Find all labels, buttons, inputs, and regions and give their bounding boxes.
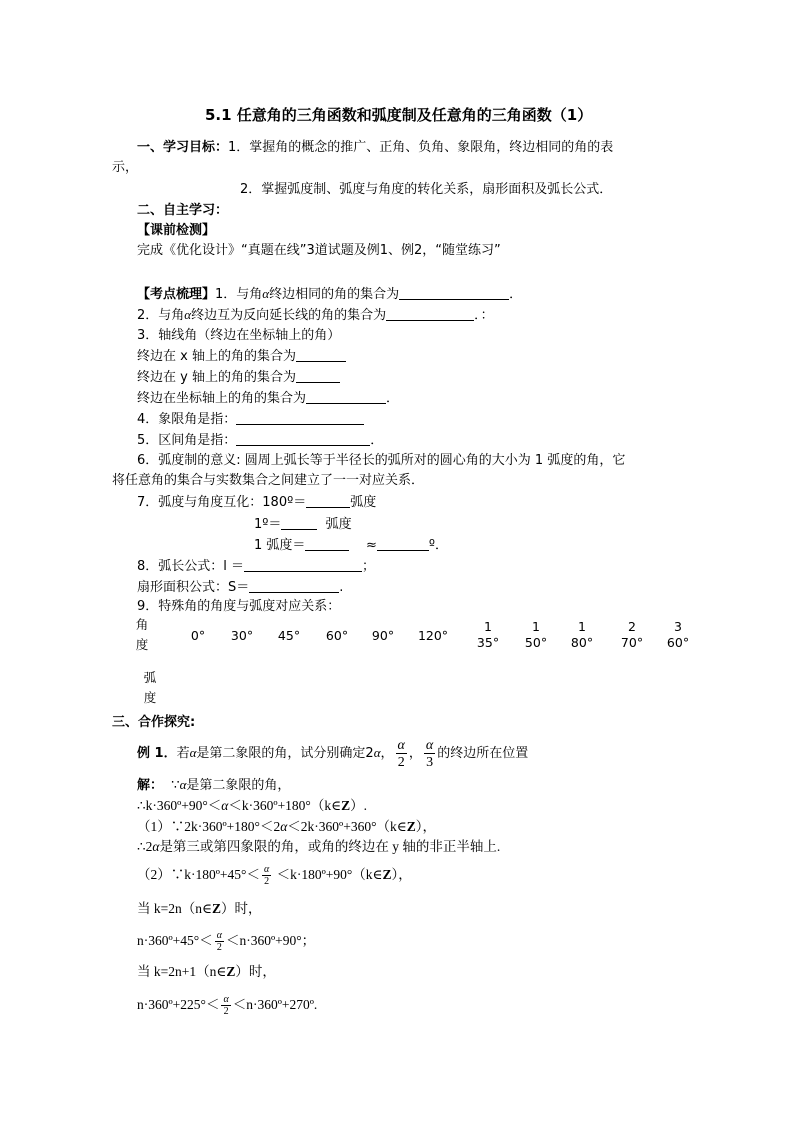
example-1: 例 1．若α是第二象限的角，试分别确定2α， $\frac{\alpha}{2}$ ， $\frac{\alpha}{3}$ 的终边所在位置 [137,737,529,770]
answer-blank[interactable] [236,410,364,425]
item-5: 5．区间角是指： ． [137,433,384,448]
item-3: 3．轴线角（终边在坐标轴上的角） [137,328,341,343]
section-2-heading: 二、自主学习： [137,203,229,218]
item-8b: 扇形面积公式：S＝ . [137,580,344,595]
solution-line-3: （1）∵2k·360º+180°＜2α＜2k·360º+360°（k∈Z）， [137,819,436,834]
section-1-heading: 一、学习目标： [137,140,229,155]
goal-1: 1．掌握角的概念的推广、正角、负角、象限角，终边相同的角的表 [228,140,614,155]
degree-cell: 120° [417,628,449,643]
solution-line-7: n·360º+45°＜ $\frac{\alpha}{2}$ ＜n·360º+90°； [137,929,316,953]
fraction-alpha-over-3: $\frac{\alpha}{3}$ [425,737,434,770]
fraction-alpha-over-2: $\frac{\alpha}{2}$ [397,737,405,770]
goal-2: 2．掌握弧度制、弧度与角度的转化关系，扇形面积及弧长公式． [240,182,613,197]
row-label-radian: 弧 度 [143,670,157,705]
precheck-heading: 【课前检测】 [137,223,216,238]
item-7: 7．弧度与角度互化：180º＝ 弧度 [137,495,377,510]
item-8: 8．弧长公式：l ＝ ； [137,559,376,574]
answer-blank[interactable] [236,431,370,446]
item-1: 【考点梳理】1．与角α终边相同的角的集合为 ． [137,286,523,302]
item-3a: 终边在 x 轴上的角的集合为 [137,347,346,366]
example-label: 例 1． [137,746,177,761]
item-4: 4．象限角是指： [137,410,364,429]
item-9: 9．特殊角的角度与弧度对应关系： [137,599,341,614]
answer-blank[interactable] [296,347,346,362]
key-points-heading: 【考点梳理】 [137,287,216,302]
answer-blank[interactable] [296,368,340,383]
goals-line-1 [137,139,613,157]
degree-cell-split: 1 35° [476,619,500,650]
section-3-heading: 三、合作探究: [112,715,196,730]
fraction-alpha-over-2: $\frac{\alpha}{2}$ [223,993,229,1017]
solution-line-6: 当 k=2n（n∈Z）时， [137,901,262,916]
item-3c: 终边在坐标轴上的角的集合为 ． [137,391,400,406]
answer-blank[interactable] [249,578,339,593]
degree-cell: 30° [230,628,254,643]
degree-cell: 60° [325,628,349,643]
fraction-alpha-over-2: $\frac{\alpha}{2}$ [216,929,222,953]
solution-line-1: 解： ∵α是第二象限的角， [137,777,291,793]
degree-cell: 45° [277,628,301,643]
answer-blank[interactable] [306,493,350,508]
row-label-degree: 角 度 [135,617,149,652]
answer-blank[interactable] [244,557,362,572]
answer-blank[interactable] [399,285,509,300]
precheck-text: 完成《优化设计》“真题在线”3道试题及例1、例2，“随堂练习” [137,243,501,258]
solution-line-5: （2）∵k·180º+45°＜ $\frac{\alpha}{2}$ ＜k·180º+90°（k∈Z）， [137,863,412,887]
degree-cell: 0° [190,628,206,643]
goal-1-continued: 示， [112,160,139,175]
answer-blank[interactable] [386,306,474,321]
item-6-line-1: 6．弧度制的意义: 圆周上弧长等于半径长的弧所对的圆心角的大小为 1 弧度的角，它 [137,453,626,468]
answer-blank[interactable] [306,389,386,404]
degree-cell: 90° [371,628,395,643]
answer-blank[interactable] [281,515,317,530]
fraction-alpha-over-2: $\frac{\alpha}{2}$ [263,863,270,887]
item-3b: 终边在 y 轴上的角的集合为 [137,368,340,387]
solution-line-9: n·360º+225°＜ $\frac{\alpha}{2}$ ＜n·360º+270º. [137,993,318,1017]
degree-cell-split: 2 70° [620,619,644,650]
answer-blank[interactable] [377,536,429,551]
solution-line-4: ∴2α是第三或第四象限的角，或角的终边在 y 轴的非正半轴上. [137,839,501,854]
answer-blank[interactable] [305,536,349,551]
degree-cell-split: 1 50° [524,619,548,650]
degree-cell-split: 1 80° [570,619,594,650]
solution-line-8: 当 k=2n+1（n∈Z）时， [137,964,276,979]
item-2: 2．与角α终边互为反向延长线的角的集合为 ．： [137,307,494,323]
page-title: 5.1 任意角的三角函数和弧度制及任意角的三角函数（1） [205,106,593,124]
solution-line-2: ∴k·360º+90°＜α＜k·360º+180°（k∈Z）. [137,798,367,813]
item-7b: 1º＝ 弧度 [254,517,352,532]
solution-label: 解： [137,778,164,793]
degree-cell-split: 3 60° [666,619,690,650]
item-7c: 1 弧度＝ ≈ º． [254,538,448,553]
item-6-line-2: 将任意角的集合与实数集合之间建立了一一对应关系． [112,473,425,488]
